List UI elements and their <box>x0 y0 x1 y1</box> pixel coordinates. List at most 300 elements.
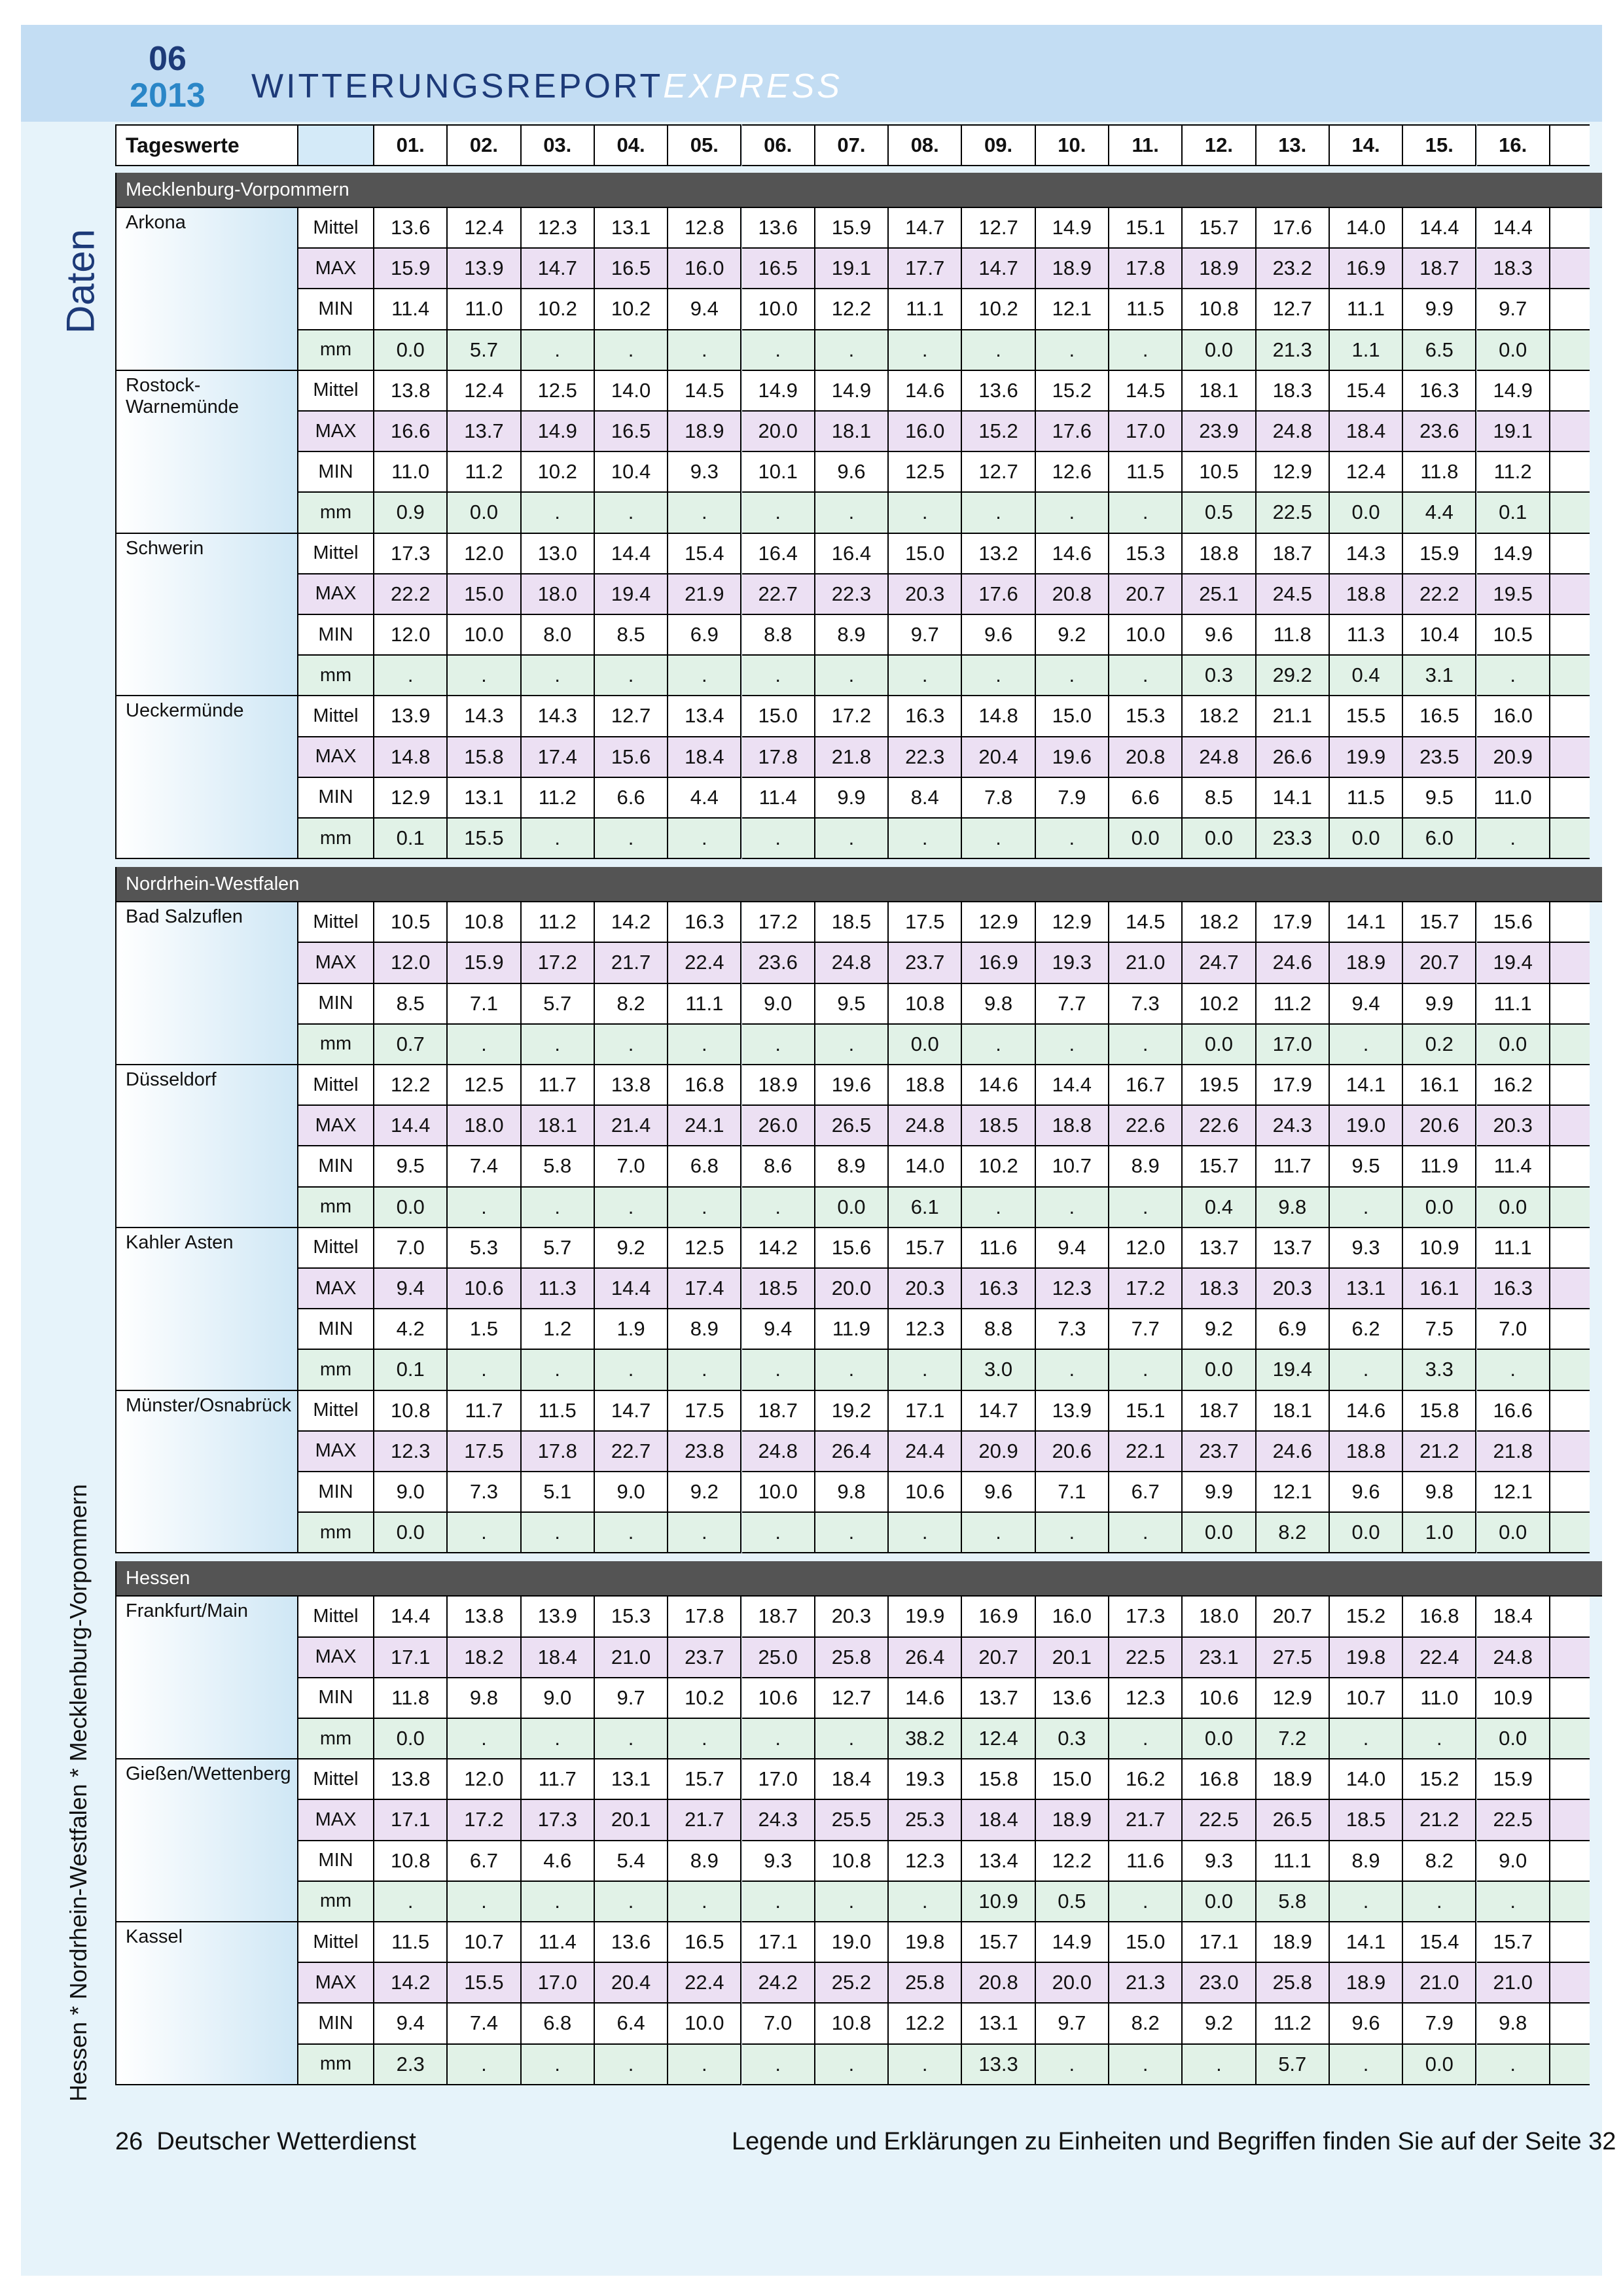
value-overflow <box>1550 1309 1590 1350</box>
station-name: Frankfurt/Main <box>115 1597 298 1759</box>
value-cell: 6.2 <box>1330 1309 1403 1350</box>
value-cell: 22.4 <box>1403 1638 1476 1678</box>
value-cell: 25.8 <box>1257 1963 1330 2004</box>
value-cell: 9.4 <box>1330 984 1403 1025</box>
value-cell: 18.1 <box>1183 371 1256 412</box>
value-cell: 12.9 <box>1257 1678 1330 1719</box>
value-cell: 16.5 <box>595 412 668 452</box>
value-cell: 0.0 <box>1477 1513 1550 1553</box>
value-cell: 20.6 <box>1036 1432 1109 1472</box>
value-cell: 15.9 <box>374 249 448 289</box>
value-cell: 12.5 <box>889 452 962 493</box>
value-cell: 12.7 <box>962 208 1035 249</box>
value-cell: 18.9 <box>1036 1800 1109 1841</box>
row-type-label: mm <box>298 330 374 371</box>
value-cell: . <box>962 1025 1035 1065</box>
value-cell: 14.5 <box>1109 371 1183 412</box>
day-header: 07. <box>815 124 889 166</box>
value-overflow <box>1550 1882 1590 1922</box>
value-cell: 16.3 <box>962 1269 1035 1309</box>
value-cell: 6.0 <box>1403 819 1476 859</box>
value-cell: 17.9 <box>1257 902 1330 943</box>
value-cell: 13.1 <box>595 1759 668 1800</box>
value-cell: . <box>1036 2045 1109 2085</box>
section-header: Nordrhein-Westfalen <box>115 867 1602 902</box>
value-cell: 0.0 <box>1109 819 1183 859</box>
value-cell: 26.5 <box>815 1106 889 1146</box>
value-cell: 10.8 <box>815 2004 889 2044</box>
value-cell: 16.0 <box>668 249 741 289</box>
value-cell: . <box>1109 1513 1183 1553</box>
value-cell: . <box>522 1188 595 1228</box>
report-title <box>251 67 842 106</box>
value-cell: . <box>595 1350 668 1390</box>
value-cell: 9.8 <box>962 984 1035 1025</box>
value-cell: 18.8 <box>889 1065 962 1106</box>
value-cell: 8.9 <box>1330 1841 1403 1882</box>
value-overflow <box>1550 574 1590 615</box>
row-type-label: Mittel <box>298 1391 374 1432</box>
value-cell: 8.5 <box>595 615 668 656</box>
value-cell: 0.0 <box>1183 1719 1256 1759</box>
value-cell: 14.2 <box>374 1963 448 2004</box>
value-cell: 11.1 <box>1477 1228 1550 1269</box>
value-cell: 17.8 <box>522 1432 595 1472</box>
value-overflow <box>1550 1065 1590 1106</box>
value-cell: 24.3 <box>742 1800 815 1841</box>
value-cell: 11.4 <box>742 778 815 819</box>
value-overflow <box>1550 1025 1590 1065</box>
value-cell: 0.1 <box>1477 493 1550 533</box>
value-cell: 18.9 <box>1330 1963 1403 2004</box>
value-cell: 9.3 <box>742 1841 815 1882</box>
value-cell: 0.0 <box>1183 819 1256 859</box>
value-cell: 15.7 <box>962 1922 1035 1963</box>
value-cell: 5.8 <box>522 1146 595 1187</box>
value-cell: 9.3 <box>1330 1228 1403 1269</box>
value-cell: 5.8 <box>1257 1882 1330 1922</box>
value-cell: 26.0 <box>742 1106 815 1146</box>
value-cell: 12.5 <box>522 371 595 412</box>
value-cell: 13.9 <box>448 249 521 289</box>
value-overflow <box>1550 289 1590 330</box>
value-cell: 18.8 <box>1330 574 1403 615</box>
value-cell: 18.8 <box>1183 534 1256 574</box>
value-cell: 18.4 <box>522 1638 595 1678</box>
row-type-label: MAX <box>298 1106 374 1146</box>
value-cell: 9.0 <box>374 1472 448 1513</box>
value-cell: 19.8 <box>889 1922 962 1963</box>
value-cell: 11.9 <box>1403 1146 1476 1187</box>
value-cell: 9.8 <box>1403 1472 1476 1513</box>
value-cell: 9.0 <box>595 1472 668 1513</box>
value-cell: 20.4 <box>595 1963 668 2004</box>
value-cell: 14.6 <box>1330 1391 1403 1432</box>
side-label-regions <box>60 1479 97 2107</box>
value-cell: 7.0 <box>595 1146 668 1187</box>
value-cell: 10.8 <box>374 1391 448 1432</box>
value-cell: 20.7 <box>1257 1597 1330 1637</box>
value-cell: 14.3 <box>448 696 521 737</box>
value-cell: 0.0 <box>1330 1513 1403 1553</box>
value-cell: . <box>742 656 815 696</box>
value-cell: 13.9 <box>374 696 448 737</box>
value-cell: . <box>1036 1513 1109 1553</box>
value-cell: 7.7 <box>1036 984 1109 1025</box>
value-cell: 12.1 <box>1257 1472 1330 1513</box>
value-cell: . <box>889 1513 962 1553</box>
footer-left <box>115 2128 416 2156</box>
value-cell: 18.5 <box>815 902 889 943</box>
value-cell: 16.8 <box>1403 1597 1476 1637</box>
value-overflow <box>1550 1432 1590 1472</box>
value-cell: . <box>448 1719 521 1759</box>
value-cell: 9.5 <box>1330 1146 1403 1187</box>
value-cell: 19.6 <box>815 1065 889 1106</box>
value-cell: . <box>1477 819 1550 859</box>
station-name: Münster/Osnabrück <box>115 1391 298 1554</box>
value-cell: 0.4 <box>1183 1188 1256 1228</box>
value-cell: 16.5 <box>742 249 815 289</box>
value-cell: 11.1 <box>1330 289 1403 330</box>
value-cell: . <box>1109 1719 1183 1759</box>
value-cell: . <box>668 1882 741 1922</box>
value-cell: 14.3 <box>522 696 595 737</box>
value-cell: 10.6 <box>889 1472 962 1513</box>
value-cell: 8.2 <box>1109 2004 1183 2044</box>
value-cell: . <box>448 1188 521 1228</box>
value-cell: 10.6 <box>1183 1678 1256 1719</box>
value-cell: 20.3 <box>889 574 962 615</box>
value-overflow <box>1550 1597 1590 1637</box>
value-cell: 19.3 <box>889 1759 962 1800</box>
value-cell: . <box>595 1513 668 1553</box>
value-cell: 0.2 <box>1403 1025 1476 1065</box>
value-cell: 8.9 <box>815 615 889 656</box>
value-cell: 16.8 <box>1183 1759 1256 1800</box>
value-cell: 23.7 <box>668 1638 741 1678</box>
value-cell: 20.3 <box>1477 1106 1550 1146</box>
value-cell: . <box>1036 656 1109 696</box>
value-cell: 6.9 <box>668 615 741 656</box>
value-cell: 24.7 <box>1183 943 1256 983</box>
value-cell: 13.1 <box>962 2004 1035 2044</box>
value-cell: 7.0 <box>1477 1309 1550 1350</box>
value-cell: 7.4 <box>448 1146 521 1187</box>
value-cell: 12.4 <box>962 1719 1035 1759</box>
value-cell: 15.0 <box>742 696 815 737</box>
value-cell: 9.0 <box>742 984 815 1025</box>
value-cell: 7.0 <box>742 2004 815 2044</box>
value-cell: 22.4 <box>668 1963 741 2004</box>
value-cell: . <box>742 330 815 371</box>
value-cell: . <box>448 2045 521 2085</box>
value-overflow <box>1550 819 1590 859</box>
value-cell: 11.0 <box>1403 1678 1476 1719</box>
value-cell: 4.4 <box>1403 493 1476 533</box>
value-cell: 17.4 <box>668 1269 741 1309</box>
value-overflow <box>1550 249 1590 289</box>
value-overflow <box>1550 1350 1590 1390</box>
row-type-label: MAX <box>298 574 374 615</box>
value-cell: 20.9 <box>1477 737 1550 778</box>
value-cell: 13.7 <box>962 1678 1035 1719</box>
row-type-label: MAX <box>298 412 374 452</box>
value-cell: 16.6 <box>1477 1391 1550 1432</box>
value-cell: 24.2 <box>742 1963 815 2004</box>
value-cell: 14.1 <box>1330 902 1403 943</box>
value-cell: 7.1 <box>1036 1472 1109 1513</box>
value-cell: 14.5 <box>668 371 741 412</box>
value-cell: 13.2 <box>962 534 1035 574</box>
row-type-label: Mittel <box>298 1922 374 1963</box>
value-cell: . <box>1036 1188 1109 1228</box>
value-overflow <box>1550 656 1590 696</box>
value-cell: 11.8 <box>1403 452 1476 493</box>
value-cell: 15.5 <box>448 1963 521 2004</box>
value-cell: 18.4 <box>1477 1597 1550 1637</box>
value-cell: . <box>1109 1025 1183 1065</box>
value-cell: 14.8 <box>374 737 448 778</box>
value-cell: 10.7 <box>1330 1678 1403 1719</box>
value-cell: 18.0 <box>448 1106 521 1146</box>
value-cell: 14.2 <box>742 1228 815 1269</box>
value-cell: 13.6 <box>595 1922 668 1963</box>
value-cell: 17.0 <box>522 1963 595 2004</box>
value-cell: 6.8 <box>522 2004 595 2044</box>
value-cell: 7.9 <box>1036 778 1109 819</box>
value-cell: 17.1 <box>742 1922 815 1963</box>
day-header: 06. <box>742 124 815 166</box>
row-type-label: mm <box>298 1882 374 1922</box>
value-cell: 6.7 <box>448 1841 521 1882</box>
value-cell: 10.8 <box>889 984 962 1025</box>
value-cell: 11.7 <box>522 1759 595 1800</box>
value-cell: 3.3 <box>1403 1350 1476 1390</box>
value-cell: 16.9 <box>962 943 1035 983</box>
value-cell: 23.7 <box>1183 1432 1256 1472</box>
value-cell: 20.3 <box>1257 1269 1330 1309</box>
value-cell: . <box>1109 1350 1183 1390</box>
value-cell: 0.4 <box>1330 656 1403 696</box>
value-cell: 9.8 <box>1477 2004 1550 2044</box>
value-cell: 17.7 <box>889 249 962 289</box>
value-cell: . <box>522 819 595 859</box>
value-cell: 13.6 <box>742 208 815 249</box>
value-cell: 18.8 <box>1330 1432 1403 1472</box>
value-cell: 24.8 <box>815 943 889 983</box>
value-cell: 9.6 <box>1330 1472 1403 1513</box>
value-cell: 10.4 <box>595 452 668 493</box>
value-cell: 29.2 <box>1257 656 1330 696</box>
value-cell: 16.1 <box>1403 1065 1476 1106</box>
value-cell: 18.9 <box>1257 1922 1330 1963</box>
value-cell: . <box>668 2045 741 2085</box>
value-cell: 12.3 <box>889 1841 962 1882</box>
value-cell: 17.5 <box>448 1432 521 1472</box>
value-cell: 24.8 <box>742 1432 815 1472</box>
value-cell: 17.1 <box>374 1800 448 1841</box>
value-cell: 17.2 <box>742 902 815 943</box>
value-cell: . <box>668 1719 741 1759</box>
value-cell: 0.0 <box>1183 1882 1256 1922</box>
value-cell: . <box>522 656 595 696</box>
value-cell: . <box>815 493 889 533</box>
value-cell: . <box>815 1350 889 1390</box>
value-cell: . <box>1109 656 1183 696</box>
value-cell: 24.6 <box>1257 943 1330 983</box>
value-cell: 15.6 <box>1477 902 1550 943</box>
value-cell: . <box>1036 819 1109 859</box>
value-cell: 9.7 <box>889 615 962 656</box>
value-cell: 12.9 <box>962 902 1035 943</box>
row-type-label: MIN <box>298 615 374 656</box>
title-main: WITTERUNGSREPORT <box>251 67 664 105</box>
value-cell: 18.7 <box>1403 249 1476 289</box>
value-cell: 10.9 <box>1403 1228 1476 1269</box>
value-cell: 15.8 <box>962 1759 1035 1800</box>
value-cell: 14.4 <box>1403 208 1476 249</box>
value-cell: 19.0 <box>1330 1106 1403 1146</box>
value-cell: . <box>815 1025 889 1065</box>
value-cell: 7.0 <box>374 1228 448 1269</box>
value-cell: . <box>595 1882 668 1922</box>
value-cell: . <box>522 1350 595 1390</box>
value-cell: 8.9 <box>668 1841 741 1882</box>
value-cell: 0.9 <box>374 493 448 533</box>
value-cell: 18.1 <box>522 1106 595 1146</box>
row-type-label: MAX <box>298 1800 374 1841</box>
value-cell: 15.0 <box>448 574 521 615</box>
value-cell: 1.0 <box>1403 1513 1476 1553</box>
value-cell: 11.0 <box>448 289 521 330</box>
value-overflow <box>1550 452 1590 493</box>
row-type-label: MIN <box>298 1841 374 1882</box>
value-cell: 8.5 <box>374 984 448 1025</box>
value-cell: 22.5 <box>1257 493 1330 533</box>
value-cell: . <box>742 1513 815 1553</box>
row-type-label: mm <box>298 1350 374 1390</box>
value-cell: 15.0 <box>1109 1922 1183 1963</box>
value-cell: 0.5 <box>1183 493 1256 533</box>
value-cell: . <box>742 1188 815 1228</box>
value-cell: . <box>742 1350 815 1390</box>
value-cell: 27.5 <box>1257 1638 1330 1678</box>
value-cell: . <box>522 493 595 533</box>
value-cell: 19.5 <box>1477 574 1550 615</box>
value-cell: . <box>668 330 741 371</box>
value-cell: 22.4 <box>668 943 741 983</box>
value-cell: . <box>1036 493 1109 533</box>
value-cell: . <box>962 656 1035 696</box>
value-cell: 21.2 <box>1403 1432 1476 1472</box>
value-cell: 15.7 <box>1183 208 1256 249</box>
value-cell: . <box>1183 2045 1256 2085</box>
side-label-top <box>58 216 103 347</box>
value-cell: 14.1 <box>1257 778 1330 819</box>
value-cell: 8.8 <box>962 1309 1035 1350</box>
value-cell: 23.7 <box>889 943 962 983</box>
value-cell: 10.2 <box>668 1678 741 1719</box>
value-cell: 9.2 <box>1036 615 1109 656</box>
value-cell: 23.6 <box>1403 412 1476 452</box>
value-cell: 18.3 <box>1257 371 1330 412</box>
value-cell: 18.9 <box>668 412 741 452</box>
value-cell: 20.3 <box>815 1597 889 1637</box>
value-cell: 12.4 <box>448 208 521 249</box>
value-cell: 18.1 <box>1257 1391 1330 1432</box>
value-cell: 11.5 <box>1109 289 1183 330</box>
value-cell: 7.3 <box>448 1472 521 1513</box>
value-cell: 11.5 <box>1330 778 1403 819</box>
value-overflow <box>1550 1922 1590 1963</box>
value-cell: 0.0 <box>1330 493 1403 533</box>
value-cell: 12.7 <box>1257 289 1330 330</box>
value-cell: 15.7 <box>668 1759 741 1800</box>
value-cell: 20.7 <box>1109 574 1183 615</box>
row-type-label: MIN <box>298 1678 374 1719</box>
value-overflow <box>1550 1228 1590 1269</box>
value-cell: 17.5 <box>889 902 962 943</box>
value-cell: 10.2 <box>522 289 595 330</box>
value-cell: . <box>1330 2045 1403 2085</box>
value-cell: 19.3 <box>1036 943 1109 983</box>
value-cell: 15.2 <box>962 412 1035 452</box>
value-cell: 10.6 <box>742 1678 815 1719</box>
value-cell: . <box>522 330 595 371</box>
value-cell: 7.5 <box>1403 1309 1476 1350</box>
value-overflow <box>1550 1472 1590 1513</box>
value-cell: . <box>1109 2045 1183 2085</box>
value-cell: . <box>522 2045 595 2085</box>
value-cell: . <box>962 493 1035 533</box>
value-cell: 16.0 <box>1036 1597 1109 1637</box>
value-cell: 9.3 <box>668 452 741 493</box>
value-cell: 13.7 <box>448 412 521 452</box>
value-cell: 9.4 <box>374 2004 448 2044</box>
value-cell: 6.1 <box>889 1188 962 1228</box>
value-cell: 7.4 <box>448 2004 521 2044</box>
value-cell: 5.1 <box>522 1472 595 1513</box>
value-cell: 17.2 <box>1109 1269 1183 1309</box>
value-cell: 20.8 <box>962 1963 1035 2004</box>
value-overflow <box>1550 615 1590 656</box>
value-cell: . <box>742 493 815 533</box>
value-cell: 6.6 <box>595 778 668 819</box>
value-cell: . <box>889 330 962 371</box>
value-cell: 11.8 <box>1257 615 1330 656</box>
value-cell: 11.3 <box>1330 615 1403 656</box>
page-number: 26 <box>115 2128 143 2155</box>
value-cell: 8.4 <box>889 778 962 819</box>
value-cell: 17.2 <box>448 1800 521 1841</box>
value-cell: 18.5 <box>1330 1800 1403 1841</box>
value-cell: . <box>448 1882 521 1922</box>
value-cell: . <box>668 1188 741 1228</box>
value-cell: 1.2 <box>522 1309 595 1350</box>
value-cell: 20.0 <box>815 1269 889 1309</box>
value-cell: 15.7 <box>1183 1146 1256 1187</box>
value-cell: 7.7 <box>1109 1309 1183 1350</box>
value-cell: 8.8 <box>742 615 815 656</box>
value-cell: 14.9 <box>1477 534 1550 574</box>
value-cell: 13.9 <box>522 1597 595 1637</box>
value-cell: 12.5 <box>448 1065 521 1106</box>
value-cell: 17.9 <box>1257 1065 1330 1106</box>
value-cell: 22.1 <box>1109 1432 1183 1472</box>
value-cell: 8.2 <box>1257 1513 1330 1553</box>
value-cell: . <box>1330 1719 1403 1759</box>
